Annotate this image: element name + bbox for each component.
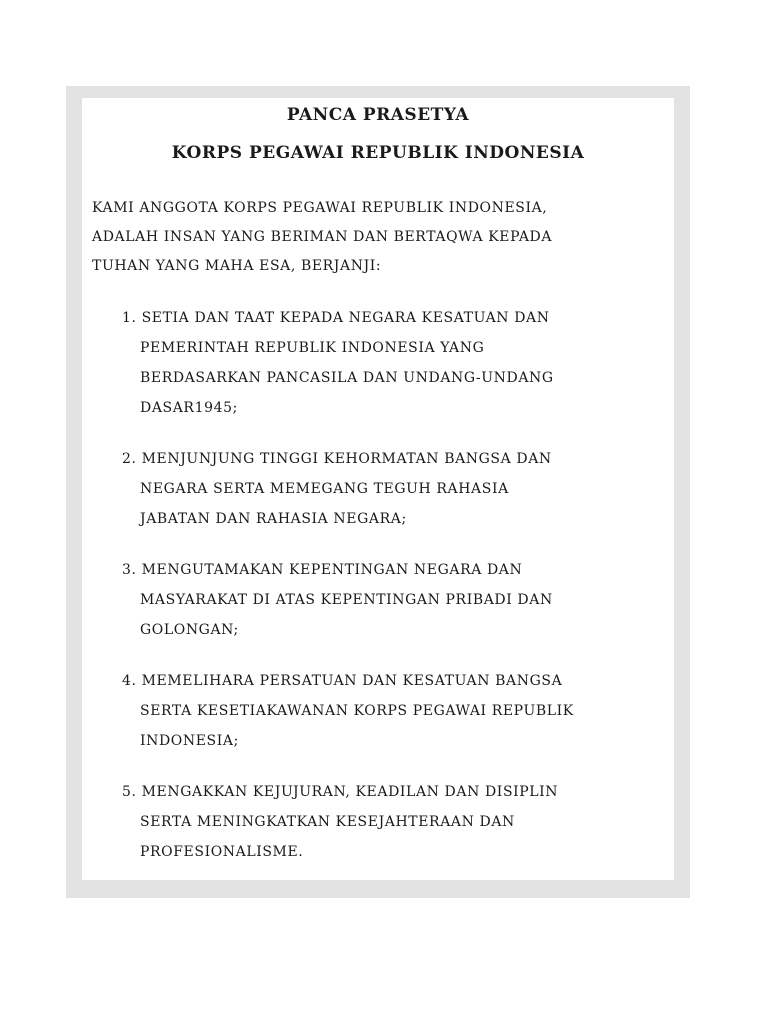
pledge-item-5 (122, 777, 672, 867)
pledge-line: 4. MEMELIHARA PERSATUAN DAN KESATUAN BANGSA (122, 673, 563, 689)
intro-paragraph (92, 194, 672, 281)
pledge-line: SERTA MENINGKATKAN KESEJAHTERAAN DAN (140, 814, 515, 830)
pledge-line: SERTA KESETIAKAWANAN KORPS PEGAWAI REPUBLIK (140, 703, 574, 719)
pledge-item-3 (122, 555, 672, 645)
pledge-line: 5. MENGAKKAN KEJUJURAN, KEADILAN DAN DISIPLIN (122, 784, 559, 800)
pledge-line: 1. SETIA DAN TAAT KEPADA NEGARA KESATUAN DAN (122, 310, 550, 326)
pledge-line: PROFESIONALISME. (140, 844, 304, 860)
pledge-item-4 (122, 666, 672, 756)
document-page (82, 98, 674, 880)
pledge-line: GOLONGAN; (140, 622, 239, 638)
intro-line: KAMI ANGGOTA KORPS PEGAWAI REPUBLIK INDONESIA, (92, 200, 548, 216)
pledge-line: INDONESIA; (140, 733, 239, 749)
pledge-line: JABATAN DAN RAHASIA NEGARA; (140, 511, 407, 527)
pledge-line: NEGARA SERTA MEMEGANG TEGUH RAHASIA (140, 481, 509, 497)
pledge-item-2 (122, 444, 672, 534)
pledge-line: DASAR1945; (140, 400, 238, 416)
intro-line: TUHAN YANG MAHA ESA, BERJANJI: (92, 258, 382, 274)
pledge-line: 3. MENGUTAMAKAN KEPENTINGAN NEGARA DAN (122, 562, 523, 578)
pledge-list (122, 303, 672, 888)
document-title: PANCA PRASETYA (286, 105, 470, 125)
pledge-line: MASYARAKAT DI ATAS KEPENTINGAN PRIBADI DAN (140, 592, 553, 608)
document-frame (66, 86, 690, 898)
intro-line: ADALAH INSAN YANG BERIMAN DAN BERTAQWA KEPADA (92, 229, 553, 245)
pledge-line: 2. MENJUNJUNG TINGGI KEHORMATAN BANGSA DAN (122, 451, 552, 467)
pledge-line: PEMERINTAH REPUBLIK INDONESIA YANG (140, 340, 485, 356)
document-subtitle: KORPS PEGAWAI REPUBLIK INDONESIA (171, 143, 585, 163)
pledge-item-1 (122, 303, 672, 423)
pledge-line: BERDASARKAN PANCASILA DAN UNDANG-UNDANG (140, 370, 554, 386)
